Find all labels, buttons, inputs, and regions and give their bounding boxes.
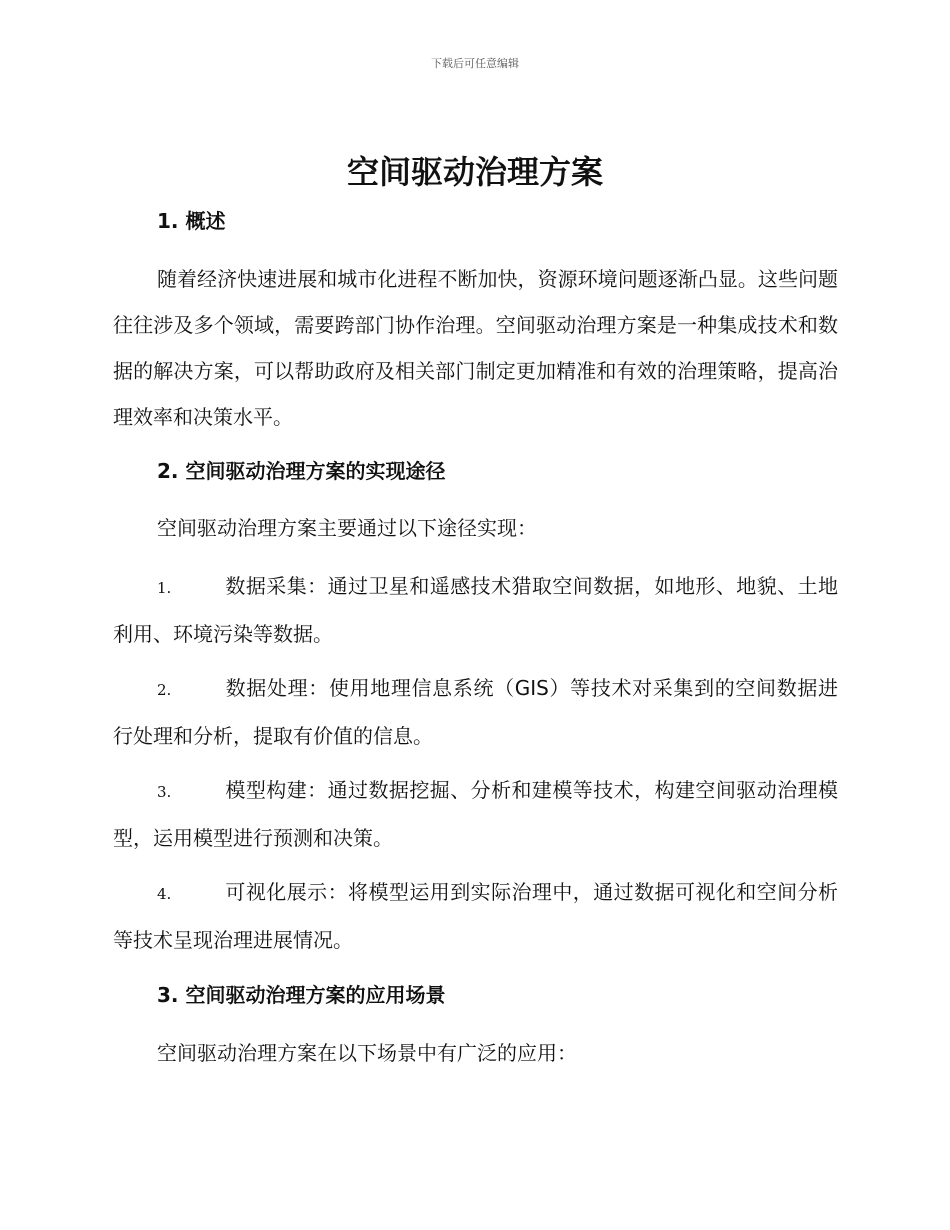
header-note: 下载后可任意编辑 [431,57,519,70]
overview-paragraph: 随着经济快速进展和城市化进程不断加快，资源环境问题逐渐凸显。这些问题往往涉及多个领域，需要跨部门协作治理。空间驱动治理方案是一种集成技术和数据的解决方案，可以帮助政府及相关部门制定更加精准和有效的治理策略，提高治理效率和决策水平。 [113,267,838,429]
list-item [113,563,838,657]
list-number: 2. [157,681,172,699]
list-number: 1. [157,579,172,597]
section-heading-implementation: 2. 空间驱动治理方案的实现途径 [157,459,446,483]
list-text: 模型构建：通过数据挖掘、分析和建模等技术，构建空间驱动治理模型，运用模型进行预测和决策。 [113,778,838,850]
list-item [113,767,838,861]
section-heading-overview: 1. 概述 [157,209,226,233]
document-title: 空间驱动治理方案 [346,153,603,191]
list-item [113,869,838,963]
list-number: 3. [157,783,172,801]
list-text: 数据采集：通过卫星和遥感技术猎取空间数据，如地形、地貌、土地利用、环境污染等数据。 [113,574,838,646]
list-text: 可视化展示：将模型运用到实际治理中，通过数据可视化和空间分析等技术呈现治理进展情况。 [113,880,838,952]
list-text: 数据处理：使用地理信息系统（GIS）等技术对采集到的空间数据进行处理和分析，提取有价值的信息。 [113,676,838,748]
implementation-intro: 空间驱动治理方案主要通过以下途径实现： [157,516,537,540]
list-number: 4. [157,885,172,903]
applications-intro: 空间驱动治理方案在以下场景中有广泛的应用： [157,1041,577,1065]
list-item [113,665,838,759]
section-heading-applications: 3. 空间驱动治理方案的应用场景 [157,983,446,1007]
